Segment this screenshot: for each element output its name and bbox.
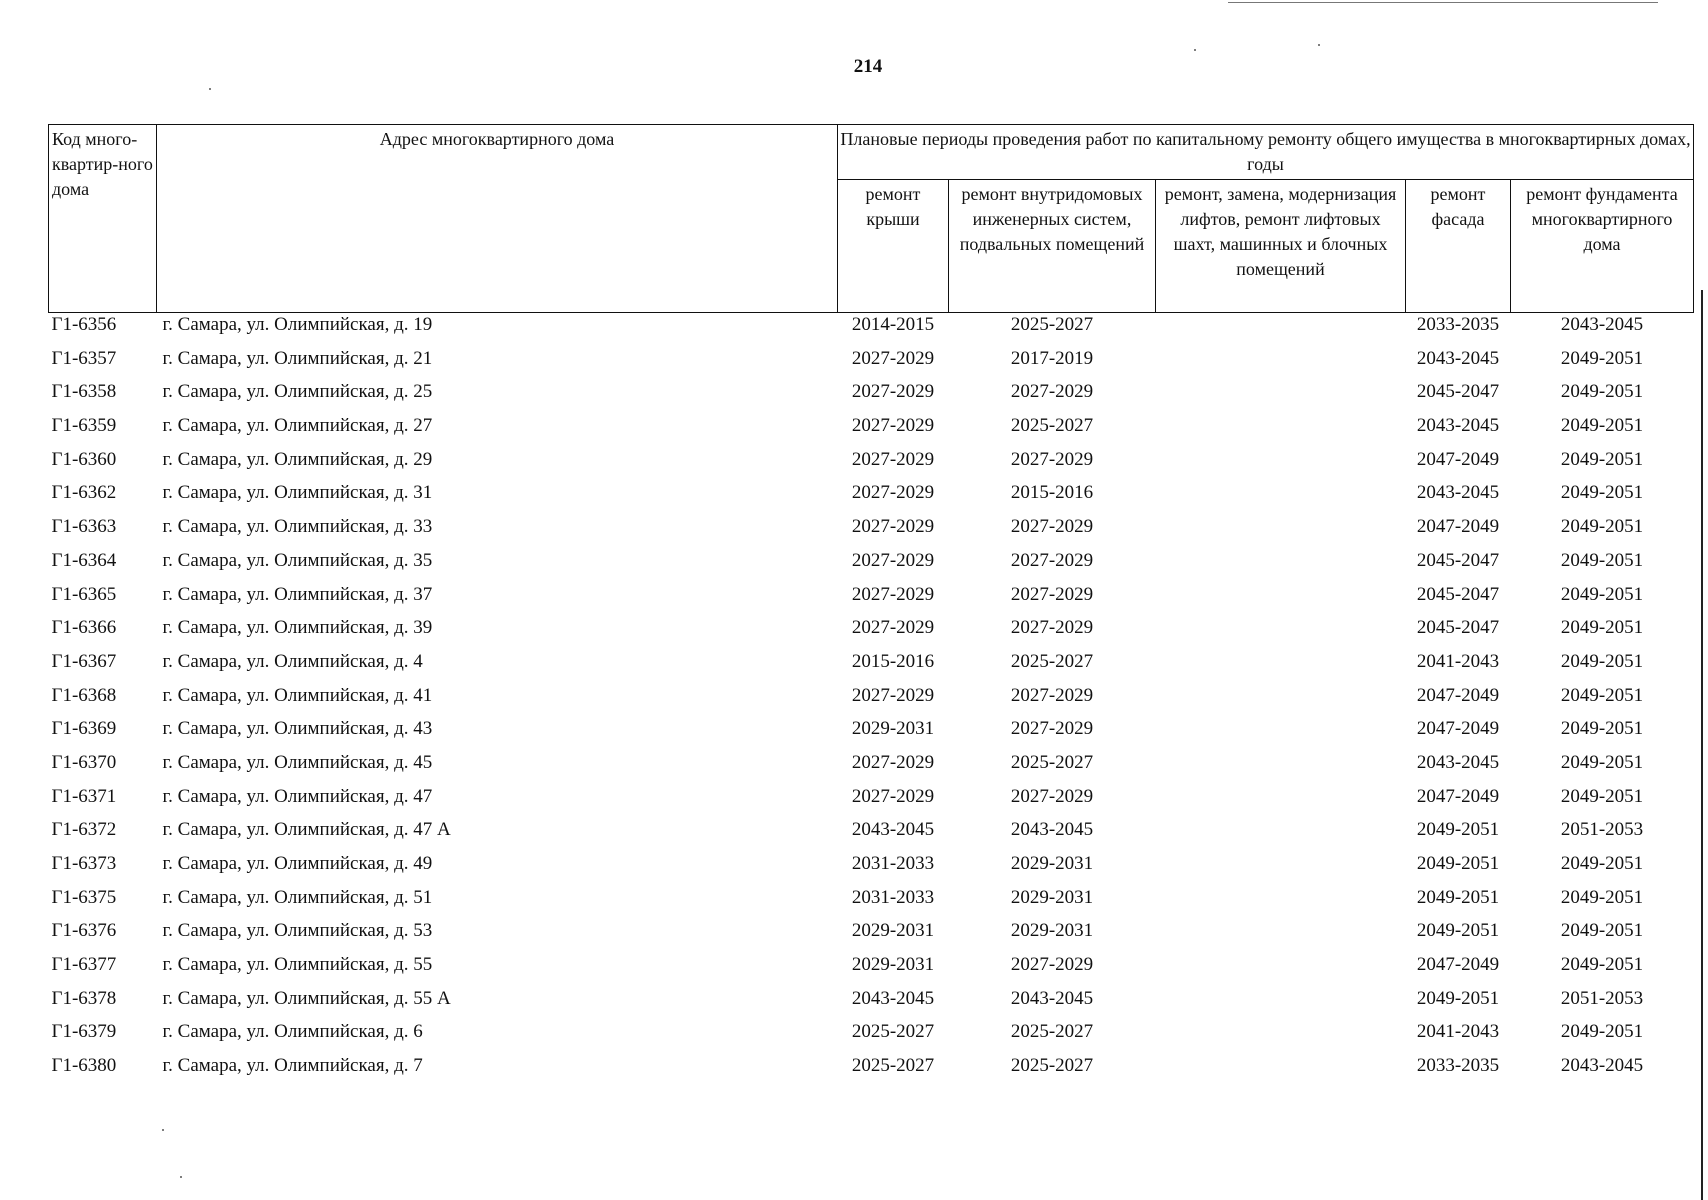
header-engineering: ремонт внутридомовых инженерных систем, подвальных помещений: [949, 180, 1156, 313]
cell-roof: 2027-2029: [851, 617, 935, 639]
cell-facade: 2033-2035: [1416, 1055, 1500, 1077]
cell-foundation: 2049-2051: [1560, 853, 1644, 874]
cell-engineering: 2029-2031: [1010, 886, 1094, 908]
cell-engineering: 2027-2029: [1010, 381, 1094, 403]
cell-foundation: 2049-2051: [1560, 718, 1644, 740]
cell-code: Г1-6365: [51, 583, 117, 605]
cell-code: Г1-6366: [51, 617, 117, 639]
cell-foundation: 2049-2051: [1560, 482, 1644, 504]
cell-foundation: 2049-2051: [1560, 448, 1644, 470]
table-row: [49, 989, 1694, 1023]
cell-engineering: 2027-2029: [1010, 684, 1094, 706]
page-number: 214: [853, 56, 883, 77]
cell-facade: 2045-2047: [1416, 617, 1500, 639]
cell-lifts: [1156, 787, 1406, 821]
cell-lifts: [1156, 349, 1406, 383]
cell-roof: 2031-2033: [851, 853, 935, 874]
cell-engineering: 2027-2029: [1010, 617, 1094, 639]
table-row: [49, 382, 1694, 416]
cell-engineering: 2025-2027: [1010, 415, 1094, 437]
cell-address: г. Самара, ул. Олимпийская, д. 51: [162, 886, 433, 908]
cell-roof: 2029-2031: [851, 954, 935, 976]
cell-engineering: 2015-2016: [1010, 482, 1094, 504]
cell-address: г. Самара, ул. Олимпийская, д. 41: [162, 684, 433, 706]
cell-facade: 2043-2045: [1416, 751, 1500, 773]
cell-address: г. Самара, ул. Олимпийская, д. 47: [162, 785, 433, 807]
cell-code: Г1-6359: [51, 415, 117, 437]
cell-facade: 2045-2047: [1416, 549, 1500, 571]
cell-facade: 2045-2047: [1416, 381, 1500, 403]
table-row: [49, 854, 1694, 888]
cell-facade: 2049-2051: [1416, 853, 1500, 874]
cell-roof: 2027-2029: [851, 516, 935, 538]
table-row: [49, 585, 1694, 619]
header-roof: ремонт крыши: [838, 180, 949, 313]
cell-facade: 2045-2047: [1416, 583, 1500, 605]
cell-foundation: 2049-2051: [1560, 516, 1644, 538]
cell-lifts: [1156, 888, 1406, 922]
cell-address: г. Самара, ул. Олимпийская, д. 53: [162, 920, 433, 942]
cell-roof: 2027-2029: [851, 415, 935, 437]
cell-lifts: [1156, 551, 1406, 585]
cell-facade: 2047-2049: [1416, 448, 1500, 470]
cell-foundation: 2051-2053: [1560, 987, 1644, 1009]
cell-address: г. Самара, ул. Олимпийская, д. 43: [162, 718, 433, 740]
table-row: [49, 753, 1694, 787]
cell-roof: 2027-2029: [851, 448, 935, 470]
cell-lifts: [1156, 686, 1406, 720]
table-row: [49, 618, 1694, 652]
cell-lifts: [1156, 517, 1406, 551]
cell-lifts: [1156, 1056, 1406, 1090]
cell-code: Г1-6378: [51, 987, 117, 1009]
cell-address: г. Самара, ул. Олимпийская, д. 6: [162, 1021, 423, 1043]
cell-lifts: [1156, 450, 1406, 484]
scan-right-edge: [1701, 290, 1703, 1200]
cell-address: г. Самара, ул. Олимпийская, д. 7: [162, 1055, 423, 1077]
scan-top-rule: [1228, 2, 1658, 3]
cell-engineering: 2027-2029: [1010, 549, 1094, 571]
cell-engineering: 2029-2031: [1010, 920, 1094, 942]
cell-lifts: [1156, 585, 1406, 619]
cell-facade: 2033-2035: [1416, 314, 1500, 335]
cell-foundation: 2051-2053: [1560, 819, 1644, 841]
table-row: [49, 921, 1694, 955]
scan-speck: [162, 1129, 164, 1131]
cell-address: г. Самара, ул. Олимпийская, д. 37: [162, 583, 433, 605]
table-row: [49, 1056, 1694, 1090]
cell-code: Г1-6371: [51, 785, 117, 807]
cell-lifts: [1156, 618, 1406, 652]
cell-engineering: 2025-2027: [1010, 751, 1094, 773]
cell-engineering: 2027-2029: [1010, 516, 1094, 538]
table-row: [49, 517, 1694, 551]
cell-address: г. Самара, ул. Олимпийская, д. 45: [162, 751, 433, 773]
cell-roof: 2014-2015: [851, 314, 935, 335]
cell-facade: 2049-2051: [1416, 920, 1500, 942]
cell-roof: 2015-2016: [851, 650, 935, 672]
cell-lifts: [1156, 652, 1406, 686]
header-facade: ремонт фасада: [1406, 180, 1511, 313]
cell-foundation: 2049-2051: [1560, 920, 1644, 942]
cell-address: г. Самара, ул. Олимпийская, д. 4: [162, 650, 423, 672]
cell-engineering: 2025-2027: [1010, 1021, 1094, 1043]
cell-foundation: 2049-2051: [1560, 1021, 1644, 1043]
cell-engineering: 2027-2029: [1010, 785, 1094, 807]
cell-code: Г1-6372: [51, 819, 117, 841]
cell-engineering: 2027-2029: [1010, 583, 1094, 605]
table-row: [49, 551, 1694, 585]
cell-code: Г1-6377: [51, 954, 117, 976]
table-row: [49, 450, 1694, 484]
cell-foundation: 2043-2045: [1560, 1055, 1644, 1077]
cell-lifts: [1156, 989, 1406, 1023]
cell-facade: 2049-2051: [1416, 987, 1500, 1009]
cell-lifts: [1156, 820, 1406, 854]
cell-lifts: [1156, 416, 1406, 450]
cell-roof: 2027-2029: [851, 583, 935, 605]
table-row: [49, 955, 1694, 989]
scan-speck: [209, 88, 211, 90]
cell-roof: 2025-2027: [851, 1021, 935, 1043]
capital-repair-table: [48, 124, 1694, 1090]
cell-code: Г1-6356: [51, 314, 117, 335]
cell-address: г. Самара, ул. Олимпийская, д. 19: [162, 314, 433, 335]
cell-code: Г1-6367: [51, 650, 117, 672]
cell-code: Г1-6380: [51, 1055, 117, 1077]
table-row: [49, 888, 1694, 922]
cell-address: г. Самара, ул. Олимпийская, д. 33: [162, 516, 433, 538]
cell-address: г. Самара, ул. Олимпийская, д. 49: [162, 853, 433, 874]
table-row: [49, 652, 1694, 686]
table-row: [49, 686, 1694, 720]
cell-foundation: 2049-2051: [1560, 954, 1644, 976]
table-row: [49, 349, 1694, 383]
cell-address: г. Самара, ул. Олимпийская, д. 25: [162, 381, 433, 403]
cell-lifts: [1156, 955, 1406, 989]
cell-code: Г1-6363: [51, 516, 117, 538]
cell-foundation: 2049-2051: [1560, 617, 1644, 639]
cell-facade: 2041-2043: [1416, 1021, 1500, 1043]
cell-address: г. Самара, ул. Олимпийская, д. 55: [162, 954, 433, 976]
cell-engineering: 2025-2027: [1010, 1055, 1094, 1077]
cell-lifts: [1156, 854, 1406, 888]
cell-facade: 2043-2045: [1416, 415, 1500, 437]
cell-facade: 2047-2049: [1416, 954, 1500, 976]
header-address: Адрес многоквартирного дома: [157, 125, 838, 313]
cell-address: г. Самара, ул. Олимпийская, д. 35: [162, 549, 433, 571]
cell-facade: 2049-2051: [1416, 886, 1500, 908]
cell-facade: 2047-2049: [1416, 718, 1500, 740]
cell-roof: 2027-2029: [851, 549, 935, 571]
cell-engineering: 2017-2019: [1010, 347, 1094, 369]
cell-foundation: 2049-2051: [1560, 347, 1644, 369]
cell-code: Г1-6370: [51, 751, 117, 773]
cell-foundation: 2049-2051: [1560, 650, 1644, 672]
cell-lifts: [1156, 483, 1406, 517]
cell-code: Г1-6362: [51, 482, 117, 504]
cell-code: Г1-6369: [51, 718, 117, 740]
cell-engineering: 2043-2045: [1010, 819, 1094, 841]
cell-facade: 2047-2049: [1416, 785, 1500, 807]
cell-roof: 2029-2031: [851, 920, 935, 942]
cell-engineering: 2027-2029: [1010, 448, 1094, 470]
header-periods-group: Плановые периоды проведения работ по капитальному ремонту общего имущества в многоквартирных домах, годы: [838, 125, 1694, 180]
cell-roof: 2043-2045: [851, 819, 935, 841]
cell-address: г. Самара, ул. Олимпийская, д. 29: [162, 448, 433, 470]
table-body: [49, 313, 1694, 1090]
cell-lifts: [1156, 382, 1406, 416]
cell-roof: 2027-2029: [851, 381, 935, 403]
cell-engineering: 2027-2029: [1010, 718, 1094, 740]
table-row: [49, 1022, 1694, 1056]
cell-facade: 2049-2051: [1416, 819, 1500, 841]
table-row: [49, 719, 1694, 753]
cell-address: г. Самара, ул. Олимпийская, д. 39: [162, 617, 433, 639]
cell-foundation: 2049-2051: [1560, 785, 1644, 807]
cell-roof: 2029-2031: [851, 718, 935, 740]
cell-foundation: 2049-2051: [1560, 415, 1644, 437]
cell-code: Г1-6373: [51, 853, 117, 874]
cell-foundation: 2049-2051: [1560, 549, 1644, 571]
table-row: [49, 313, 1694, 349]
cell-code: Г1-6379: [51, 1021, 117, 1043]
cell-roof: 2043-2045: [851, 987, 935, 1009]
header-code: Код много-квартир-ного дома: [49, 125, 157, 313]
scan-speck: [1318, 44, 1320, 46]
cell-lifts: [1156, 753, 1406, 787]
cell-address: г. Самара, ул. Олимпийская, д. 55 А: [162, 987, 451, 1009]
cell-facade: 2047-2049: [1416, 684, 1500, 706]
cell-address: г. Самара, ул. Олимпийская, д. 47 А: [162, 819, 451, 841]
cell-code: Г1-6368: [51, 684, 117, 706]
cell-lifts: [1156, 719, 1406, 753]
scan-speck: [1194, 49, 1196, 51]
cell-foundation: 2049-2051: [1560, 583, 1644, 605]
cell-address: г. Самара, ул. Олимпийская, д. 31: [162, 482, 433, 504]
cell-lifts: [1156, 313, 1406, 349]
table-row: [49, 820, 1694, 854]
cell-foundation: 2043-2045: [1560, 314, 1644, 335]
header-foundation: ремонт фундамента многоквартирного дома: [1511, 180, 1694, 313]
cell-code: Г1-6357: [51, 347, 117, 369]
cell-roof: 2027-2029: [851, 751, 935, 773]
cell-engineering: 2027-2029: [1010, 954, 1094, 976]
cell-lifts: [1156, 921, 1406, 955]
cell-facade: 2043-2045: [1416, 347, 1500, 369]
table-row: [49, 483, 1694, 517]
cell-code: Г1-6360: [51, 448, 117, 470]
cell-roof: 2027-2029: [851, 785, 935, 807]
cell-lifts: [1156, 1022, 1406, 1056]
cell-engineering: 2025-2027: [1010, 650, 1094, 672]
cell-facade: 2041-2043: [1416, 650, 1500, 672]
table-row: [49, 416, 1694, 450]
cell-foundation: 2049-2051: [1560, 381, 1644, 403]
cell-facade: 2047-2049: [1416, 516, 1500, 538]
cell-address: г. Самара, ул. Олимпийская, д. 27: [162, 415, 433, 437]
cell-code: Г1-6364: [51, 549, 117, 571]
cell-engineering: 2043-2045: [1010, 987, 1094, 1009]
cell-code: Г1-6376: [51, 920, 117, 942]
header-lifts: ремонт, замена, модернизация лифтов, ремонт лифтовых шахт, машинных и блочных помещений: [1156, 180, 1406, 313]
cell-foundation: 2049-2051: [1560, 886, 1644, 908]
cell-foundation: 2049-2051: [1560, 684, 1644, 706]
cell-code: Г1-6358: [51, 381, 117, 403]
cell-engineering: 2029-2031: [1010, 853, 1094, 874]
table-row: [49, 787, 1694, 821]
cell-facade: 2043-2045: [1416, 482, 1500, 504]
cell-roof: 2027-2029: [851, 482, 935, 504]
cell-address: г. Самара, ул. Олимпийская, д. 21: [162, 347, 433, 369]
cell-foundation: 2049-2051: [1560, 751, 1644, 773]
cell-roof: 2025-2027: [851, 1055, 935, 1077]
cell-roof: 2031-2033: [851, 886, 935, 908]
cell-roof: 2027-2029: [851, 684, 935, 706]
cell-roof: 2027-2029: [851, 347, 935, 369]
cell-code: Г1-6375: [51, 886, 117, 908]
cell-engineering: 2025-2027: [1010, 314, 1094, 335]
scan-speck: [180, 1176, 182, 1178]
